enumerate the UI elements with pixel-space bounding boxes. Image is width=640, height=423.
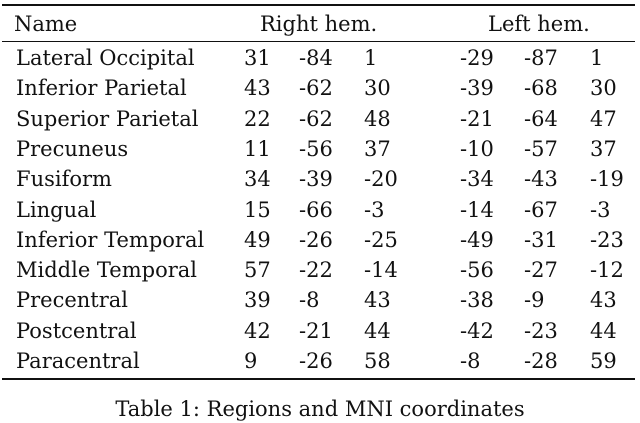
left-hem-coord-x: -21	[460, 106, 494, 131]
left-hem-coord-z: -19	[590, 167, 624, 192]
table-row	[2, 135, 635, 165]
right-hem-coord-x: 11	[244, 136, 271, 161]
left-hem-coord-y: -28	[524, 349, 558, 373]
left-hem-coord-y: -57	[524, 136, 558, 161]
region-name: Precuneus	[16, 136, 129, 161]
table-row	[2, 317, 635, 347]
left-hem-coord-z: -23	[590, 227, 624, 252]
right-hem-coord-z: 1	[364, 46, 378, 70]
header-left-hem: Left hem.	[488, 12, 590, 36]
right-hem-coord-x: 31	[244, 46, 271, 70]
left-hem-coord-y: -64	[524, 106, 558, 131]
header-right-hem: Right hem.	[260, 12, 378, 36]
left-hem-coord-z: -3	[590, 197, 611, 222]
table-row	[2, 347, 635, 377]
right-hem-coord-x: 39	[244, 288, 271, 313]
left-hem-coord-x: -42	[460, 318, 494, 343]
left-hem-coord-x: -8	[460, 349, 481, 373]
left-hem-coord-y: -23	[524, 318, 558, 343]
left-hem-coord-z: 44	[590, 318, 617, 343]
right-hem-coord-z: 58	[364, 349, 391, 373]
right-hem-coord-y: -26	[299, 349, 333, 373]
right-hem-coord-z: -20	[364, 167, 398, 192]
left-hem-coord-z: 37	[590, 136, 617, 161]
table-row	[2, 44, 635, 74]
table-row	[2, 226, 635, 256]
right-hem-coord-x: 9	[244, 349, 258, 373]
left-hem-coord-y: -67	[524, 197, 558, 222]
left-hem-coord-x: -10	[460, 136, 494, 161]
right-hem-coord-y: -56	[299, 136, 333, 161]
left-hem-coord-x: -49	[460, 227, 494, 252]
left-hem-coord-z: 47	[590, 106, 617, 131]
left-hem-coord-y: -31	[524, 227, 558, 252]
region-name: Superior Parietal	[16, 106, 199, 131]
table-row	[2, 286, 635, 316]
table-row	[2, 105, 635, 135]
right-hem-coord-z: -14	[364, 258, 398, 283]
table-row	[2, 165, 635, 195]
left-hem-coord-y: -43	[524, 167, 558, 192]
right-hem-coord-x: 42	[244, 318, 271, 343]
header-rule	[2, 41, 635, 42]
right-hem-coord-y: -66	[299, 197, 333, 222]
left-hem-coord-z: 1	[590, 46, 604, 70]
top-rule	[2, 4, 635, 6]
left-hem-coord-z: 30	[590, 76, 617, 101]
left-hem-coord-y: -68	[524, 76, 558, 101]
left-hem-coord-x: -39	[460, 76, 494, 101]
right-hem-coord-z: 48	[364, 106, 391, 131]
table-row	[2, 196, 635, 226]
right-hem-coord-z: -3	[364, 197, 385, 222]
table-row	[2, 74, 635, 104]
left-hem-coord-x: -34	[460, 167, 494, 192]
header-name: Name	[14, 12, 78, 36]
region-name: Paracentral	[16, 349, 140, 373]
left-hem-coord-x: -14	[460, 197, 494, 222]
region-name: Lingual	[16, 197, 97, 222]
left-hem-coord-z: 59	[590, 349, 617, 373]
bottom-rule	[2, 378, 635, 380]
region-name: Fusiform	[16, 167, 112, 192]
left-hem-coord-y: -9	[524, 288, 545, 313]
right-hem-coord-y: -26	[299, 227, 333, 252]
region-name: Inferior Parietal	[16, 76, 187, 101]
table-header	[2, 10, 635, 40]
right-hem-coord-x: 34	[244, 167, 271, 192]
right-hem-coord-y: -21	[299, 318, 333, 343]
left-hem-coord-y: -27	[524, 258, 558, 283]
right-hem-coord-z: 43	[364, 288, 391, 313]
right-hem-coord-x: 22	[244, 106, 271, 131]
table-row	[2, 256, 635, 286]
right-hem-coord-y: -84	[299, 46, 333, 70]
right-hem-coord-x: 43	[244, 76, 271, 101]
left-hem-coord-x: -29	[460, 46, 494, 70]
right-hem-coord-z: 37	[364, 136, 391, 161]
right-hem-coord-y: -62	[299, 106, 333, 131]
right-hem-coord-y: -8	[299, 288, 320, 313]
right-hem-coord-x: 15	[244, 197, 271, 222]
left-hem-coord-z: -12	[590, 258, 624, 283]
region-name: Lateral Occipital	[16, 46, 195, 70]
region-name: Inferior Temporal	[16, 227, 205, 252]
left-hem-coord-x: -38	[460, 288, 494, 313]
right-hem-coord-z: 30	[364, 76, 391, 101]
table-caption: Table 1: Regions and MNI coordinates	[115, 397, 525, 421]
right-hem-coord-y: -22	[299, 258, 333, 283]
right-hem-coord-y: -62	[299, 76, 333, 101]
region-name: Postcentral	[16, 318, 137, 343]
right-hem-coord-x: 49	[244, 227, 271, 252]
right-hem-coord-z: -25	[364, 227, 398, 252]
right-hem-coord-y: -39	[299, 167, 333, 192]
region-name: Precentral	[16, 288, 129, 313]
region-name: Middle Temporal	[16, 258, 198, 283]
left-hem-coord-x: -56	[460, 258, 494, 283]
left-hem-coord-y: -87	[524, 46, 558, 70]
right-hem-coord-z: 44	[364, 318, 391, 343]
right-hem-coord-x: 57	[244, 258, 271, 283]
left-hem-coord-z: 43	[590, 288, 617, 313]
